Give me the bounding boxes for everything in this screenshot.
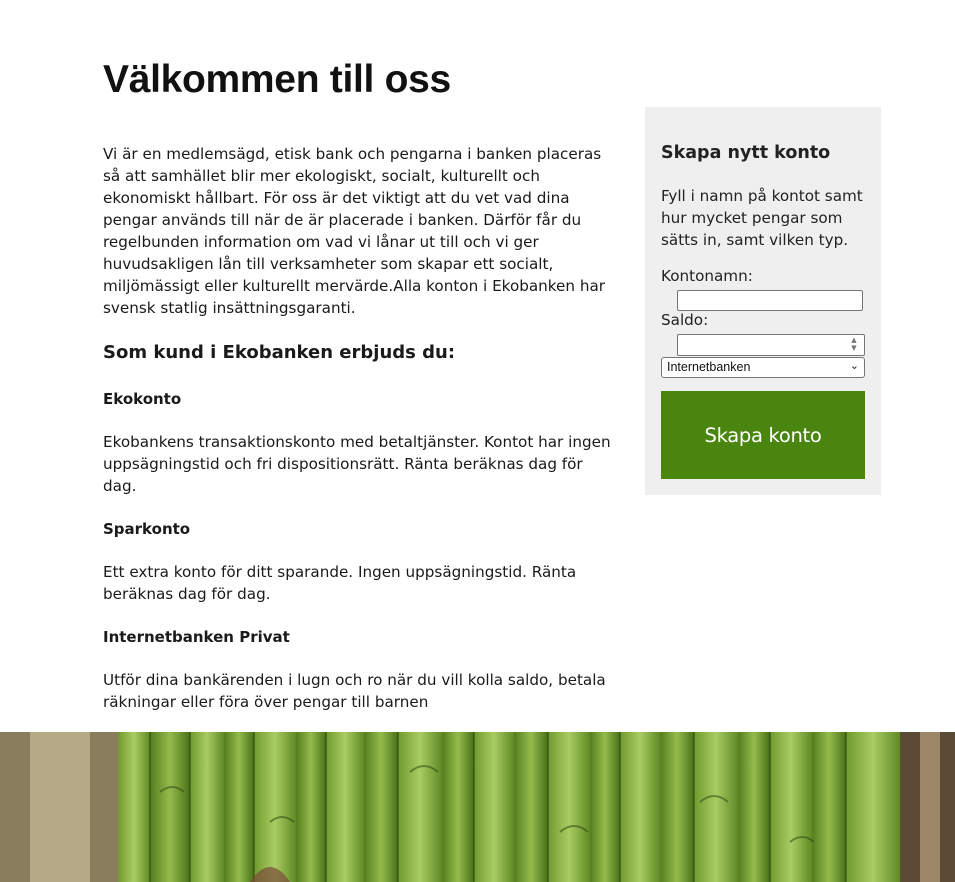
list-item [103, 388, 615, 497]
product-description: Ett extra konto för ditt sparande. Ingen uppsägningstid. Ränta beräknas dag för dag. [103, 563, 577, 603]
product-name: Ekokonto [103, 390, 182, 408]
spinner-arrows-icon[interactable]: ▲ ▼ [851, 336, 857, 352]
product-name: Sparkonto [103, 520, 191, 538]
leek-photo [0, 732, 955, 882]
chevron-down-icon: ⌄ [849, 360, 859, 372]
vegetable-banner-image [0, 732, 955, 882]
form-title: Skapa nytt konto [661, 143, 831, 163]
intro-text: Vi är en medlemsägd, etisk bank och pengarna i banken placeras så att samhället blir mer ekologiskt, socialt, kulturellt och ekonomiskt hållbart. För oss är det viktigt att du vet vad dina pengar används till när de är placerade i banken. Därför får du regelbunden information om vad vi lånar ut till och vi ger huvudsakligen lån till verksamheter som skapar ett socialt, miljömässigt eller kulturellt mervärde.Alla konton i Ekobanken har svensk statlig insättningsgaranti. [103, 145, 606, 317]
create-account-button[interactable]: Skapa konto [661, 391, 865, 479]
product-description: Ekobankens transaktionskonto med betaltjänster. Kontot har ingen uppsägningstid och fri dispositionsrätt. Ränta beräknas dag för dag. [103, 433, 611, 495]
account-name-label: Kontonamn: [661, 267, 753, 285]
page-title: Välkommen till oss [103, 58, 451, 101]
list-item [103, 518, 615, 605]
product-name: Internetbanken Privat [103, 628, 290, 646]
main-content [103, 143, 615, 713]
balance-input[interactable] [677, 334, 865, 356]
form-help-text: Fyll i namn på kontot samt hur mycket pengar som sätts in, samt vilken typ. [661, 187, 863, 249]
list-item [103, 626, 615, 713]
account-name-input[interactable] [677, 290, 863, 311]
account-type-value: Internetbanken [667, 360, 751, 374]
account-type-select[interactable] [661, 357, 865, 378]
create-account-form [645, 107, 881, 495]
balance-label: Saldo: [661, 311, 709, 329]
offer-heading: Som kund i Ekobanken erbjuds du: [103, 342, 456, 363]
product-list [103, 388, 615, 713]
product-description: Utför dina bankärenden i lugn och ro när du vill kolla saldo, betala räkningar eller föra över pengar till barnen [103, 671, 606, 711]
